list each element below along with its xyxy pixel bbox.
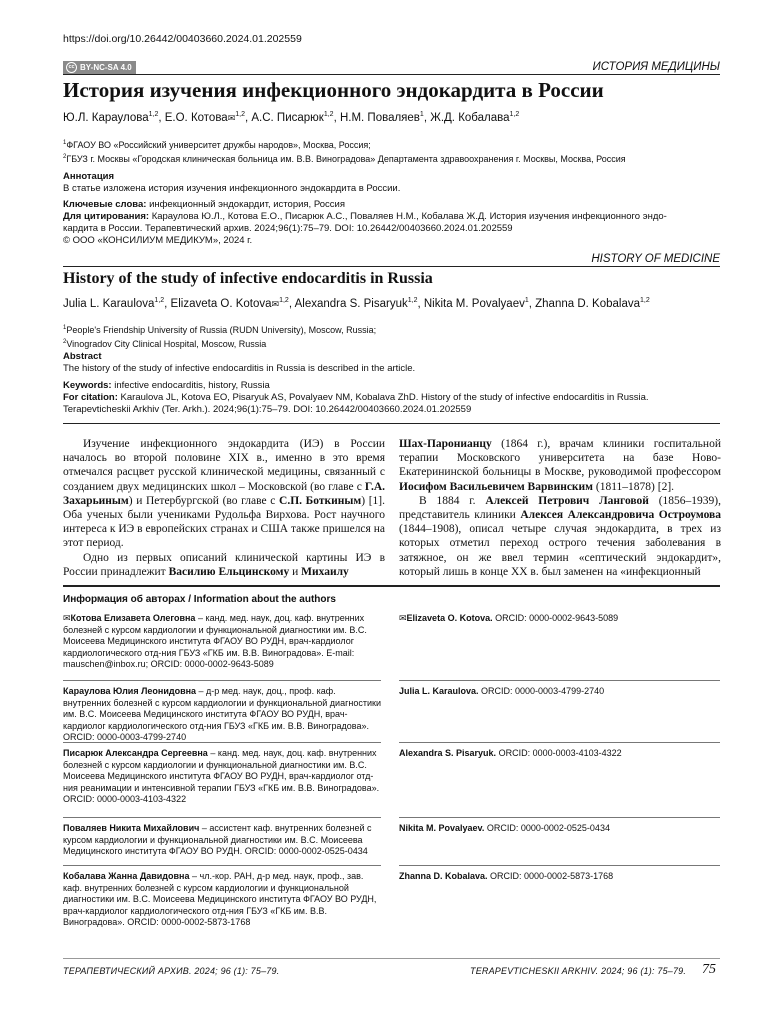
person-name: Василию Ельцинскому xyxy=(168,565,290,578)
creative-commons-icon: cc xyxy=(66,62,77,73)
affiliations-ru xyxy=(63,137,723,165)
affiliation-sup: 2 xyxy=(63,154,67,160)
citation-label-ru: Для цитирования: xyxy=(63,211,150,222)
keywords-citation-ru xyxy=(63,199,720,247)
affiliation-sup: 1 xyxy=(63,140,67,146)
body-column-left xyxy=(63,437,385,579)
author-info-name-ru: Караулова Юлия Леонидовна xyxy=(63,686,197,696)
author-name: Alexandra S. Pisaryuk xyxy=(294,297,408,310)
citation-line2-ru: кардита в России. Терапевтический архив. 2024;96(1):75–79. DOI: 10.26442/00403660.2024.01.202559 xyxy=(63,223,513,234)
text-run: В 1884 г. xyxy=(419,494,486,507)
info-divider xyxy=(63,585,720,587)
author-info-name-ru: Поваляев Никита Михайлович xyxy=(63,823,200,833)
author-name: Elizaveta O. Kotova xyxy=(170,297,272,310)
body-paragraph xyxy=(399,494,721,579)
author-info-ru xyxy=(63,613,381,671)
author-name: Е.О. Котова xyxy=(164,111,228,124)
author-info-text-ru: – чл.-кор. РАН, д-р мед. наук, проф., зав. каф. внутренних болезней с курсом кардиологии и функциональной диагностики им. В.С. Моисеева Медицинского института ФГАОУ ВО РУДН, врач-кардиолог кардиологического отд-ния ГБУЗ «ГКБ им. В.В. Виноградова». ORCID: 0000-0002-5873-1768 xyxy=(63,871,377,928)
text-run: и xyxy=(289,565,302,578)
person-name: Г.А. Захарьиным xyxy=(63,480,385,507)
person-name: Алексея Александровича Остроумова xyxy=(520,509,721,522)
affiliation-line xyxy=(63,151,723,165)
citation-line1-en: Karaulova JL, Kotova EO, Pisaryuk AS, Povalyaev NM, Kobalava ZhD. History of the study of infective endocarditis in Russia. xyxy=(120,392,649,403)
info-row-divider xyxy=(63,865,381,866)
abstract-label-en: Abstract xyxy=(63,351,102,362)
info-row-divider xyxy=(399,680,720,681)
text-run: (1856–1939), представитель клиники xyxy=(399,494,721,522)
section-label-en: HISTORY OF MEDICINE xyxy=(591,253,720,265)
footer-journal-ru: ТЕРАПЕВТИЧЕСКИЙ АРХИВ. 2024; 96 (1): 75–79. xyxy=(63,966,280,976)
body-divider xyxy=(63,423,720,424)
section-label-ru: ИСТОРИЯ МЕДИЦИНЫ xyxy=(592,61,720,73)
author-info-text-ru: – д-р мед. наук, доц., проф. каф. внутренних болезней с курсом кардиологии и функциональной диагностики им. В.С. Моисеева Медицинского института ФГАОУ ВО РУДН, врач-кардиолог кардиологического отд-ния ГБУЗ «ГКБ им. В.В. Виноградова». ORCID: 0000-0003-4799-2740 xyxy=(63,686,381,743)
info-row-divider xyxy=(63,742,381,743)
author-info-ru xyxy=(63,871,381,929)
author-info-name-en: Nikita M. Povalyaev. xyxy=(399,823,485,833)
author-affiliation-sup: 1,2 xyxy=(148,111,159,118)
envelope-icon: ✉ xyxy=(271,298,280,309)
author-info-en xyxy=(399,613,717,625)
info-row-divider xyxy=(63,817,381,818)
body-column-right xyxy=(399,437,721,579)
text-run: Одно из первых описаний клинической картины ИЭ в России принадлежит xyxy=(63,551,385,578)
affiliation-line xyxy=(63,322,723,336)
footer-divider xyxy=(63,958,720,959)
person-name: Иосифом Васильевичем Варвинским xyxy=(399,480,594,493)
article-title-en: History of the study of infective endocarditis in Russia xyxy=(63,270,433,287)
affiliation-text: ФГАОУ ВО «Российский университет дружбы народов», Москва, Россия; xyxy=(66,140,371,150)
author-affiliation-sup: 1 xyxy=(524,297,529,304)
author-info-text-ru: – ассистент каф. внутренних болезней с курсом кардиологии и функциональной диагностики им. В.С. Моисеева Медицинского института ФГАОУ ВО РУДН. ORCID: 0000-0002-0525-0434 xyxy=(63,823,372,857)
info-row-divider xyxy=(63,680,381,681)
author-name: Zhanna D. Kobalava xyxy=(535,297,640,310)
text-run: ) [1]. Оба ученых были учениками Рудольфа Вирхова. Рост научного интереса к ИЭ в европейских странах и США также пришелся на этот период. xyxy=(63,494,385,550)
author-affiliation-sup: 1,2 xyxy=(509,111,520,118)
envelope-icon: ✉ xyxy=(399,613,407,623)
author-info-name-ru: Писарюк Александра Сергеевна xyxy=(63,748,208,758)
doi-link[interactable]: https://doi.org/10.26442/00403660.2024.01.202559 xyxy=(63,33,302,45)
person-name: Алексей Петрович Ланговой xyxy=(485,494,649,507)
keywords-citation-en xyxy=(63,380,720,416)
section-divider-en xyxy=(63,266,720,267)
author-affiliation-sup: 1,2 xyxy=(154,297,165,304)
author-name: Julia L. Karaulova xyxy=(63,297,155,310)
text-run: (1811–1878) [2]. xyxy=(593,480,675,493)
author-info-en xyxy=(399,748,717,760)
body-paragraph xyxy=(63,437,385,551)
author-info-ru xyxy=(63,823,381,858)
author-info-text-en: ORCID: 0000-0002-9643-5089 xyxy=(492,613,619,623)
keywords-text-en: infective endocarditis, history, Russia xyxy=(114,380,270,391)
affiliations-en xyxy=(63,322,723,350)
author-info-text-en: ORCID: 0000-0002-5873-1768 xyxy=(487,871,614,881)
affiliation-text: Vinogradov City Clinical Hospital, Moscow, Russia xyxy=(66,339,267,349)
author-name: Ю.Л. Караулова xyxy=(63,111,149,124)
author-info-name-ru: Котова Елизавета Олеговна xyxy=(70,613,196,623)
author-affiliation-sup: 1,2 xyxy=(323,111,334,118)
author-name: Ж.Д. Кобалава xyxy=(430,111,510,124)
affiliation-line xyxy=(63,336,723,350)
author-info-name-en: Elizaveta O. Kotova. xyxy=(406,613,493,623)
envelope-icon: ✉ xyxy=(227,112,236,123)
abstract-text-en: The history of the study of infective endocarditis in Russia is described in the article. xyxy=(63,363,416,374)
author-affiliation-sup: 1,2 xyxy=(407,297,418,304)
author-info-name-en: Zhanna D. Kobalava. xyxy=(399,871,488,881)
text-run: ) и Петербургской (во главе с xyxy=(128,494,280,507)
author-info-name-en: Julia L. Karaulova. xyxy=(399,686,479,696)
author-info-name-ru: Кобалава Жанна Давидовна xyxy=(63,871,190,881)
license-label: BY-NC-SA 4.0 xyxy=(80,63,132,72)
author-info-text-en: ORCID: 0000-0002-0525-0434 xyxy=(484,823,610,833)
abstract-en xyxy=(63,351,720,375)
author-info-text-ru: – канд. мед. наук, доц. каф. внутренних болезней с курсом кардиологии и функциональной диагностики им. В.С. Моисеева Медицинского института ФГАОУ ВО РУДН, врач-кардиолог отд-ния реанимации и интенсивной терапии ГБУЗ «ГКБ им. В.В. Виноградова». ORCID: 0000-0003-4103-4322 xyxy=(63,748,380,805)
article-title-ru: История изучения инфекционного эндокардита в России xyxy=(63,78,604,102)
keywords-label-en: Keywords: xyxy=(63,380,112,391)
author-info-text-en: ORCID: 0000-0003-4103-4322 xyxy=(496,748,622,758)
author-info-en xyxy=(399,823,717,835)
license-badge[interactable] xyxy=(63,61,136,74)
author-name: Nikita M. Povalyaev xyxy=(423,297,525,310)
person-name: С.П. Боткиным xyxy=(279,494,362,507)
author-info-en xyxy=(399,686,717,698)
text-run: Изучение инфекционного эндокардита (ИЭ) в России началось во второй половине XIX в., именно в это время отмечался расцвет русской клинической медицины, связанный с созданием двух медицинских школ – Московской (во главе с xyxy=(63,438,385,493)
author-affiliation-sup: 1,2 xyxy=(640,297,650,304)
keywords-text-ru: инфекционный эндокардит, история, Россия xyxy=(149,199,345,210)
author-info-heading: Информация об авторах / Information about the authors xyxy=(63,594,336,605)
text-run: (1844–1908), описал четыре случая эндокардита, в трех из которых отметил переход острого течения заболевания в затяжное, он же ввел термин «септический эндокардит», который лишь в конце XX в. был заменен на «инфекционный xyxy=(399,523,721,578)
affiliation-sup: 2 xyxy=(63,339,67,345)
author-affiliation-sup: 1,2 xyxy=(235,111,245,118)
footer-journal-en: TERAPEVTICHESKII ARKHIV. 2024; 96 (1): 75–79. xyxy=(470,966,687,976)
affiliation-line xyxy=(63,137,723,151)
author-list-ru: Ю.Л. Караулова$^{1,2}$, Е.О. Котова✉$^{1,2}$, А.С. Писарюк$^{1,2}$, Н.М. Поваляев$^1$, Ж.Д. Кобалава$^{1,2}$ xyxy=(63,111,520,124)
author-info-text-ru: – канд. мед. наук, доц. каф. внутренних болезней с курсом кардиологии и функциональной диагностики им. В.С. Моисеева Медицинского института ФГАОУ ВО РУДН, врач-кардиолог кардиологического отд-ния ГБУЗ «ГКБ им. В.В. Виноградова». E-mail: mauschen@inbox.ru; ORCID: 0000-0002-9643-5089 xyxy=(63,613,367,670)
abstract-label-ru: Аннотация xyxy=(63,171,115,182)
person-name: Михаилу xyxy=(301,565,349,578)
author-info-en xyxy=(399,871,717,883)
info-row-divider xyxy=(399,817,720,818)
citation-line2-en: Terapevticheskii Arkhiv (Ter. Arkh.). 2024;96(1):75–79. DOI: 10.26442/00403660.2024.01.202559 xyxy=(63,404,472,415)
abstract-text-ru: В статье изложена история изучения инфекционного эндокардита в России. xyxy=(63,183,401,194)
info-row-divider xyxy=(399,865,720,866)
citation-line1-ru: Караулова Ю.Л., Котова Е.О., Писарюк А.С., Поваляев Н.М., Кобалава Ж.Д. История изучения инфекционного эндо- xyxy=(151,211,667,222)
author-list-en: Julia L. Karaulova$^{1,2}$, Elizaveta O. Kotova✉$^{1,2}$, Alexandra S. Pisaryuk$^{1,2}$, Nikita M. Povalyaev$^1$, Zhanna D. Kobalava$^{1,2}$ xyxy=(63,297,650,310)
keywords-label-ru: Ключевые слова: xyxy=(63,199,147,210)
author-affiliation-sup: 1,2 xyxy=(279,297,289,304)
page-number: 75 xyxy=(702,962,716,977)
author-info-name-en: Alexandra S. Pisaryuk. xyxy=(399,748,497,758)
header-divider xyxy=(63,74,720,75)
author-info-ru xyxy=(63,748,381,806)
info-row-divider xyxy=(399,742,720,743)
body-paragraph xyxy=(399,437,721,494)
affiliation-text: ГБУЗ г. Москвы «Городская клиническая больница им. В.В. Виноградова» Департамента здравоохранения г. Москвы, Москва, Россия xyxy=(66,154,626,164)
author-name: А.С. Писарюк xyxy=(251,111,324,124)
text-run: (1864 г.), врачам клиники госпитальной терапии Московского университета на базе Ново-Екатерининской больницы в Москве, руководимой профессором xyxy=(399,438,721,479)
body-paragraph xyxy=(63,551,385,579)
affiliation-sup: 1 xyxy=(63,325,67,331)
author-name: Н.М. Поваляев xyxy=(339,111,420,124)
author-affiliation-sup: 1 xyxy=(419,111,424,118)
copyright: © ООО «КОНСИЛИУМ МЕДИКУМ», 2024 г. xyxy=(63,235,253,246)
citation-label-en: For citation: xyxy=(63,392,118,403)
author-info-text-en: ORCID: 0000-0003-4799-2740 xyxy=(478,686,605,696)
abstract-ru xyxy=(63,171,720,195)
affiliation-text: People's Friendship University of Russia (RUDN University), Moscow, Russia; xyxy=(66,325,377,335)
person-name: Шах-Паронианцу xyxy=(399,438,492,450)
author-info-ru xyxy=(63,686,381,744)
envelope-icon: ✉ xyxy=(63,613,71,623)
